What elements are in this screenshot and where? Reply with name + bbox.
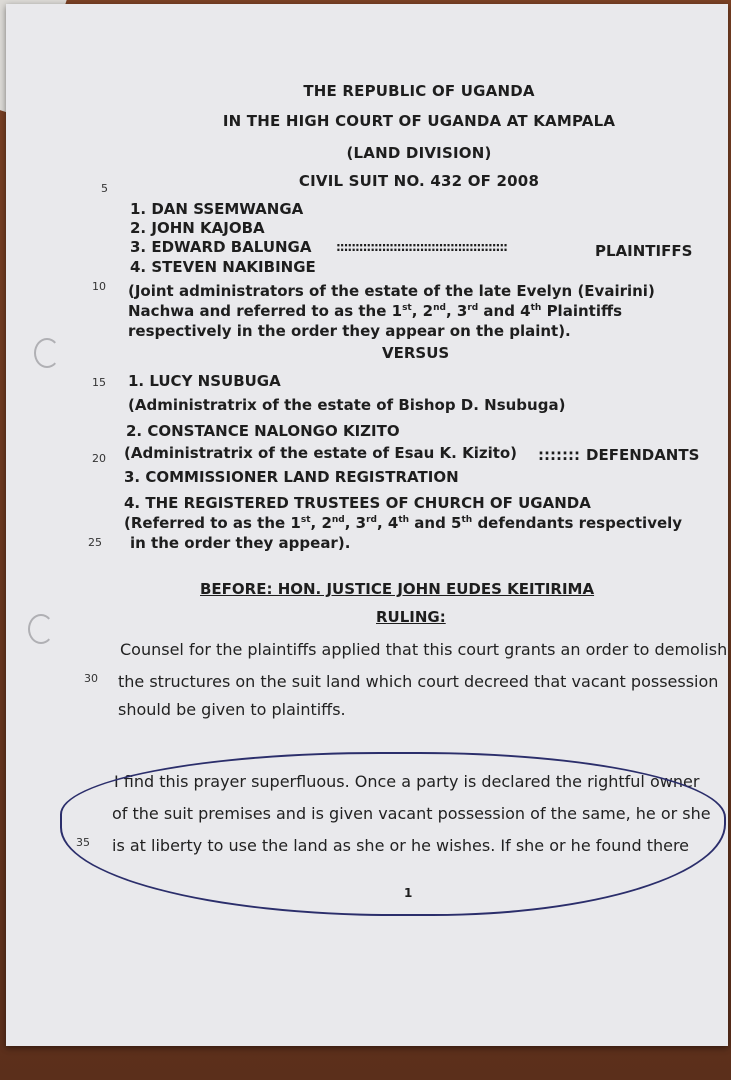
ruling-para1-line3: should be given to plaintiffs. [118, 700, 346, 719]
line-number: 10 [92, 280, 106, 293]
defendants-dots: ::::::: [538, 446, 580, 464]
plaintiffs-note-line-3: respectively in the order they appear on the plaint). [128, 322, 571, 340]
defendant-2: 2. CONSTANCE NALONGO KIZITO [126, 422, 400, 440]
republic-heading: THE REPUBLIC OF UGANDA [303, 82, 535, 100]
line-number: 20 [92, 452, 106, 465]
ruling-para2-line2: of the suit premises and is given vacant possession of the same, he or she [112, 804, 711, 823]
defendant-2-note: (Administratrix of the estate of Esau K. Kizito) [124, 444, 518, 462]
defendant-1: 1. LUCY NSUBUGA [128, 372, 281, 390]
line-number: 5 [101, 182, 108, 195]
plaintiffs-note-line-2: Nachwa and referred to as the 1st, 2nd, 3rd and 4th Plaintiffs [128, 302, 623, 320]
page-number: 1 [404, 886, 413, 900]
defendant-4: 4. THE REGISTERED TRUSTEES OF CHURCH OF UGANDA [124, 494, 591, 512]
defendants-label: DEFENDANTS [586, 446, 700, 464]
defendant-1-note: (Administratrix of the estate of Bishop D. Nsubuga) [128, 396, 566, 414]
plaintiffs-note-line-1: (Joint administrators of the estate of the late Evelyn (Evairini) [128, 282, 655, 300]
defendants-reference-line-2: in the order they appear). [130, 534, 351, 552]
plaintiff-3: 3. EDWARD BALUNGA [130, 238, 312, 256]
pen-circle-annotation [60, 752, 726, 916]
plaintiff-4: 4. STEVEN NAKIBINGE [130, 258, 316, 276]
defendants-reference-line-1: (Referred to as the 1st, 2nd, 3rd, 4th and 5th defendants respectively [124, 514, 683, 532]
ruling-para2-line3: is at liberty to use the land as she or he wishes. If she or he found there [112, 836, 690, 855]
defendant-3: 3. COMMISSIONER LAND REGISTRATION [124, 468, 459, 486]
ruling-title: RULING: [376, 608, 446, 626]
versus-heading: VERSUS [382, 344, 450, 362]
line-number: 30 [84, 672, 98, 685]
document-page [6, 4, 728, 1046]
suit-number: CIVIL SUIT NO. 432 OF 2008 [298, 172, 540, 190]
plaintiffs-dots: ::::::::::::::::::::::::::::::::::::::::::::: [336, 240, 507, 254]
plaintiffs-label: PLAINTIFFS [595, 242, 693, 260]
division-heading: (LAND DIVISION) [346, 144, 492, 162]
line-number: 35 [76, 836, 90, 849]
ruling-para1-line2: the structures on the suit land which court decreed that vacant possession [118, 672, 719, 691]
ruling-para1-line1: Counsel for the plaintiffs applied that this court grants an order to demolish [120, 640, 728, 659]
line-number: 25 [88, 536, 102, 549]
ruling-para2-line1: I find this prayer superfluous. Once a party is declared the rightful owner [114, 772, 700, 791]
before-judge: BEFORE: HON. JUSTICE JOHN EUDES KEITIRIMA [200, 580, 595, 598]
plaintiff-2: 2. JOHN KAJOBA [130, 219, 265, 237]
punch-hole-mark [28, 614, 54, 644]
plaintiff-1: 1. DAN SSEMWANGA [130, 200, 304, 218]
punch-hole-mark [34, 338, 60, 368]
line-number: 15 [92, 376, 106, 389]
court-heading: IN THE HIGH COURT OF UGANDA AT KAMPALA [222, 112, 616, 130]
